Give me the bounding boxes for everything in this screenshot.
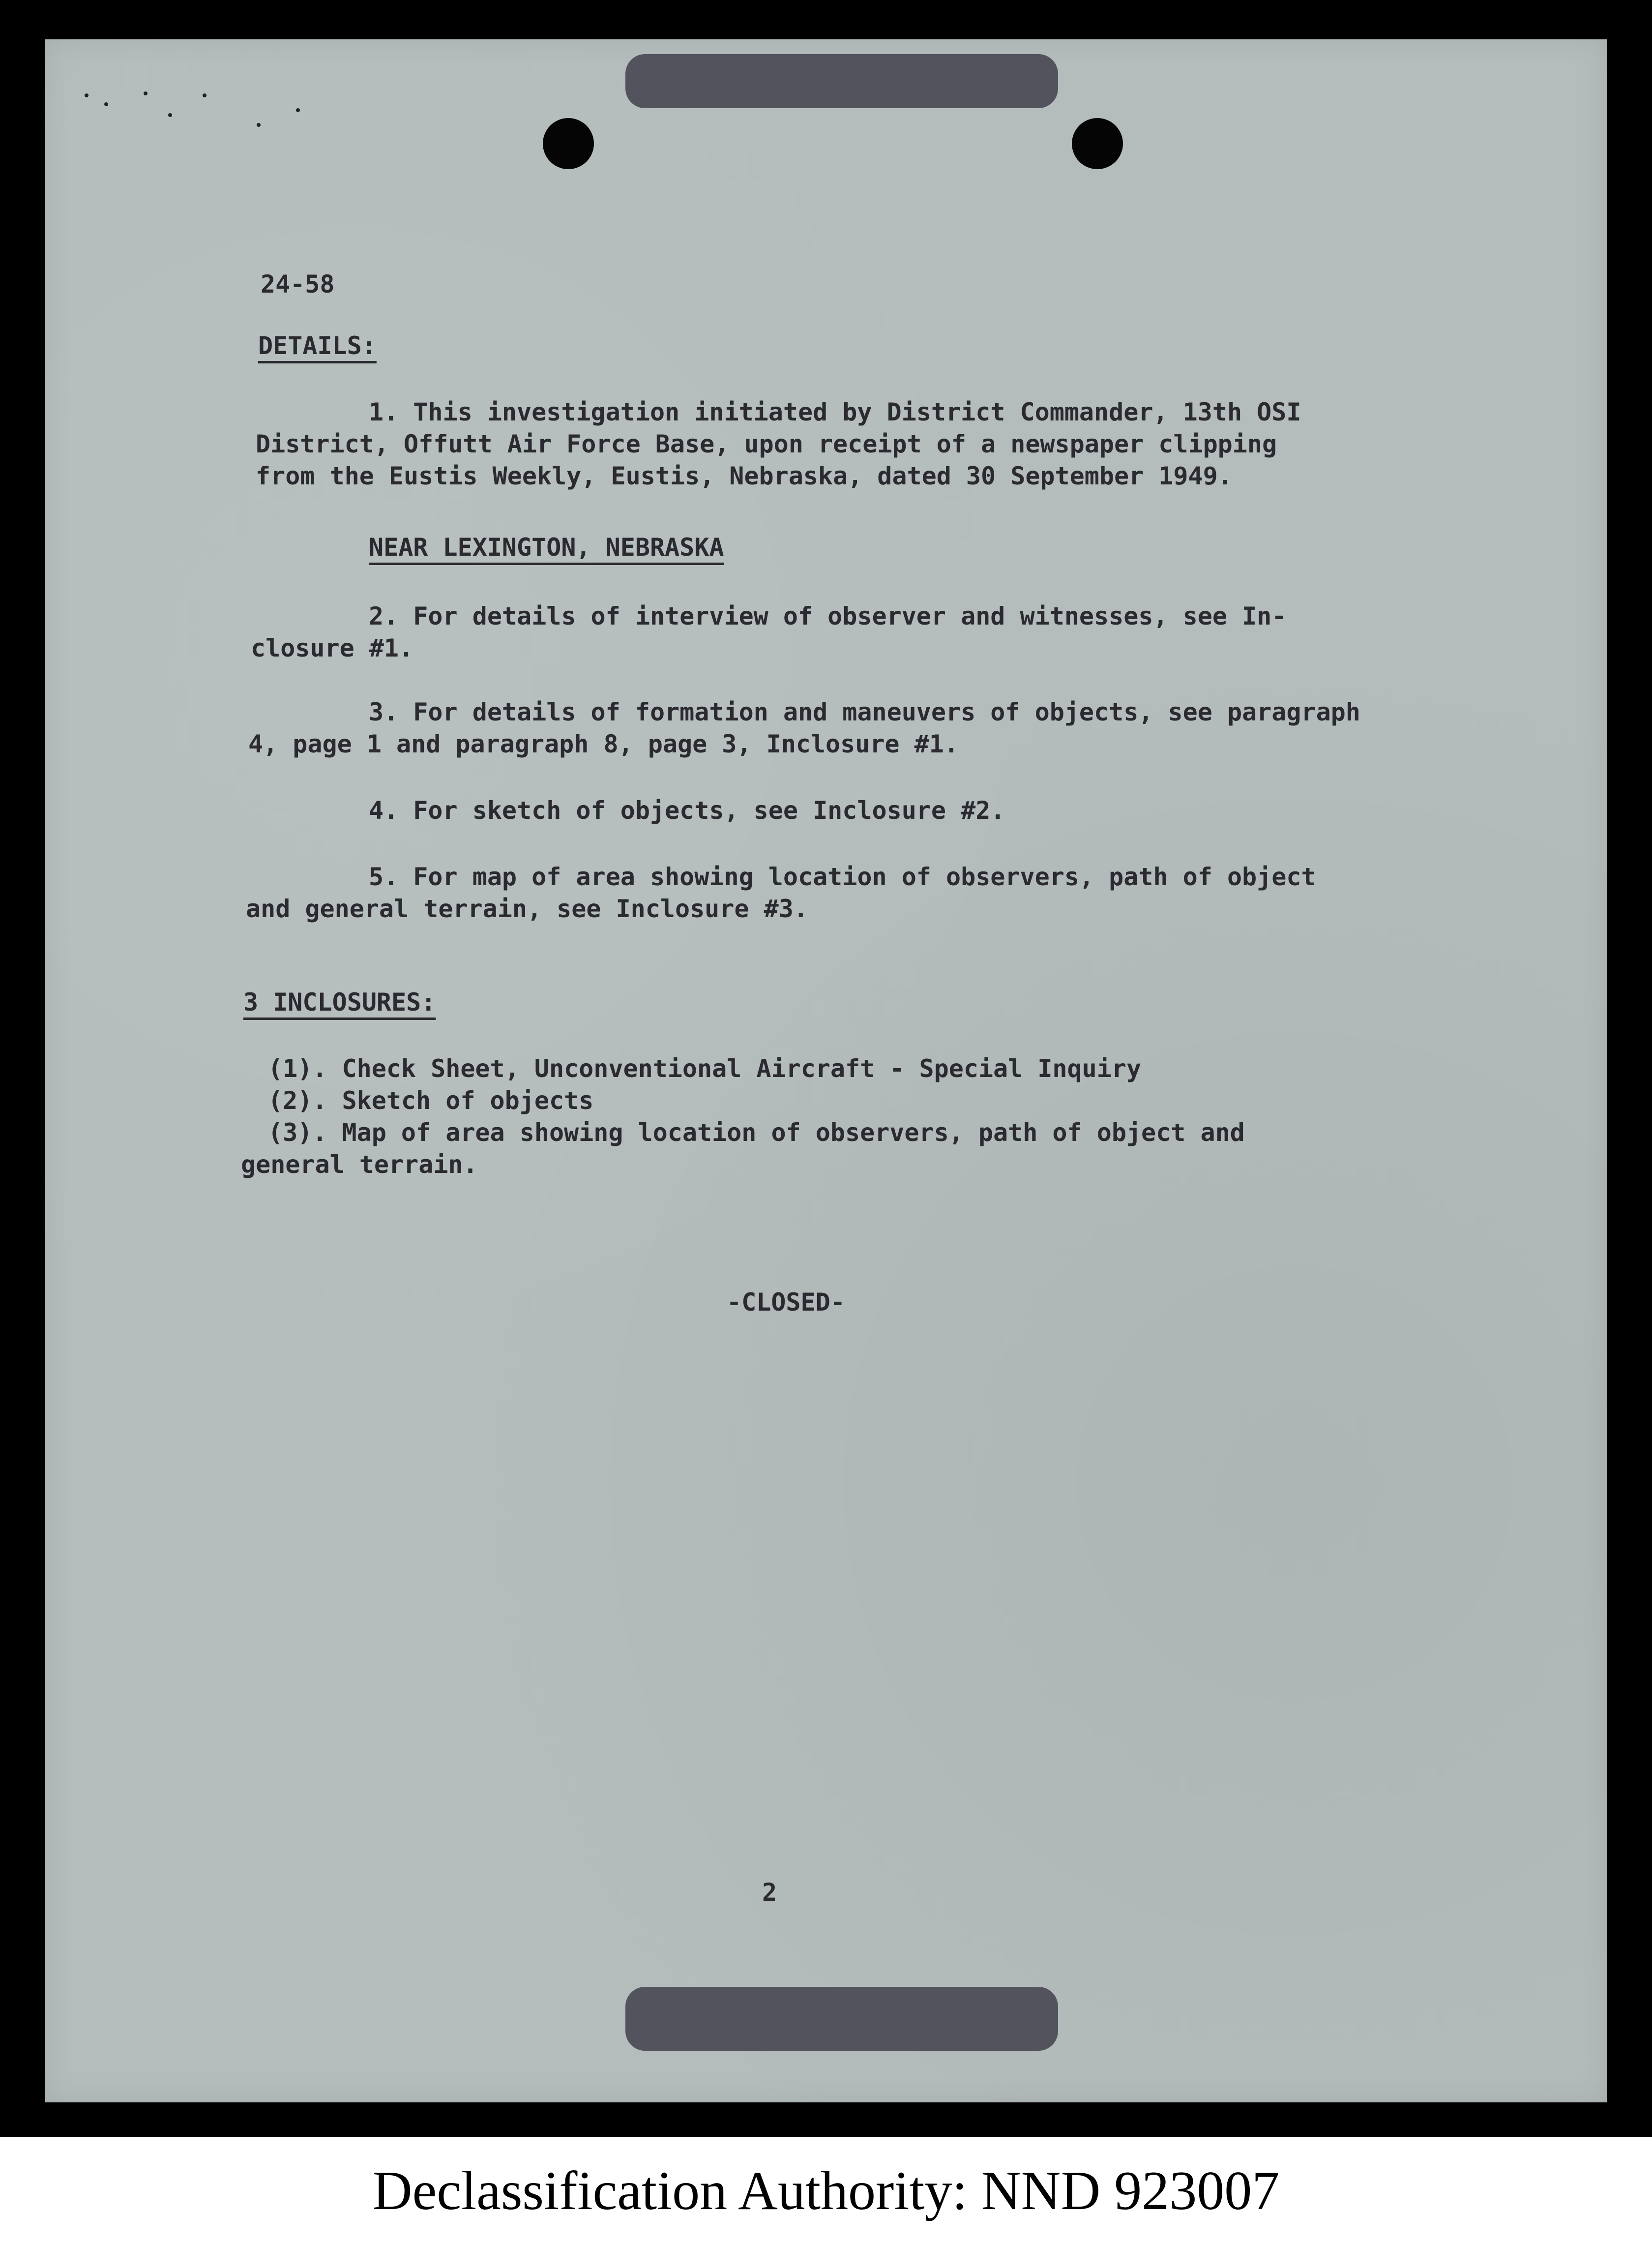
paragraph-1-line-1: 1. This investigation initiated by District Commander, 13th OSI <box>369 398 1301 426</box>
paragraph-2-line-2: closure #1. <box>251 634 414 662</box>
inclosure-item-2: (2). Sketch of objects <box>268 1086 594 1115</box>
top-redaction-bar <box>625 54 1058 108</box>
bottom-redaction-bar <box>625 1987 1058 2051</box>
paragraph-2-line-1: 2. For details of interview of observer and witnesses, see In- <box>369 602 1287 630</box>
inclosure-item-3-continuation: general terrain. <box>241 1150 478 1179</box>
paragraph-5-line-1: 5. For map of area showing location of observers, path of object <box>369 863 1316 891</box>
page-number: 2 <box>762 1878 777 1907</box>
punch-hole-left <box>543 118 594 169</box>
closed-marker: -CLOSED- <box>727 1288 845 1317</box>
inclosure-item-3: (3). Map of area showing location of observers, path of object and <box>268 1118 1245 1147</box>
paragraph-3-line-2: 4, page 1 and paragraph 8, page 3, Inclosure #1. <box>248 730 959 758</box>
paragraph-4-line-1: 4. For sketch of objects, see Inclosure #2. <box>369 796 1005 825</box>
location-heading: NEAR LEXINGTON, NEBRASKA <box>369 533 724 562</box>
dust-specks <box>85 79 380 177</box>
inclosures-heading: 3 INCLOSURES: <box>243 988 436 1017</box>
file-number: 24-58 <box>261 270 335 299</box>
inclosure-item-1: (1). Check Sheet, Unconventional Aircraft - Special Inquiry <box>268 1054 1142 1083</box>
declassification-authority: Declassification Authority: NND 923007 <box>372 2160 1280 2221</box>
punch-hole-right <box>1072 118 1123 169</box>
paragraph-1-line-2: District, Offutt Air Force Base, upon receipt of a newspaper clipping <box>256 430 1277 458</box>
paragraph-3-line-1: 3. For details of formation and maneuvers of objects, see paragraph <box>369 698 1360 726</box>
details-heading: DETAILS: <box>258 331 377 360</box>
paragraph-1-line-3: from the Eustis Weekly, Eustis, Nebraska, dated 30 September 1949. <box>256 462 1233 490</box>
paragraph-5-line-2: and general terrain, see Inclosure #3. <box>246 895 808 923</box>
